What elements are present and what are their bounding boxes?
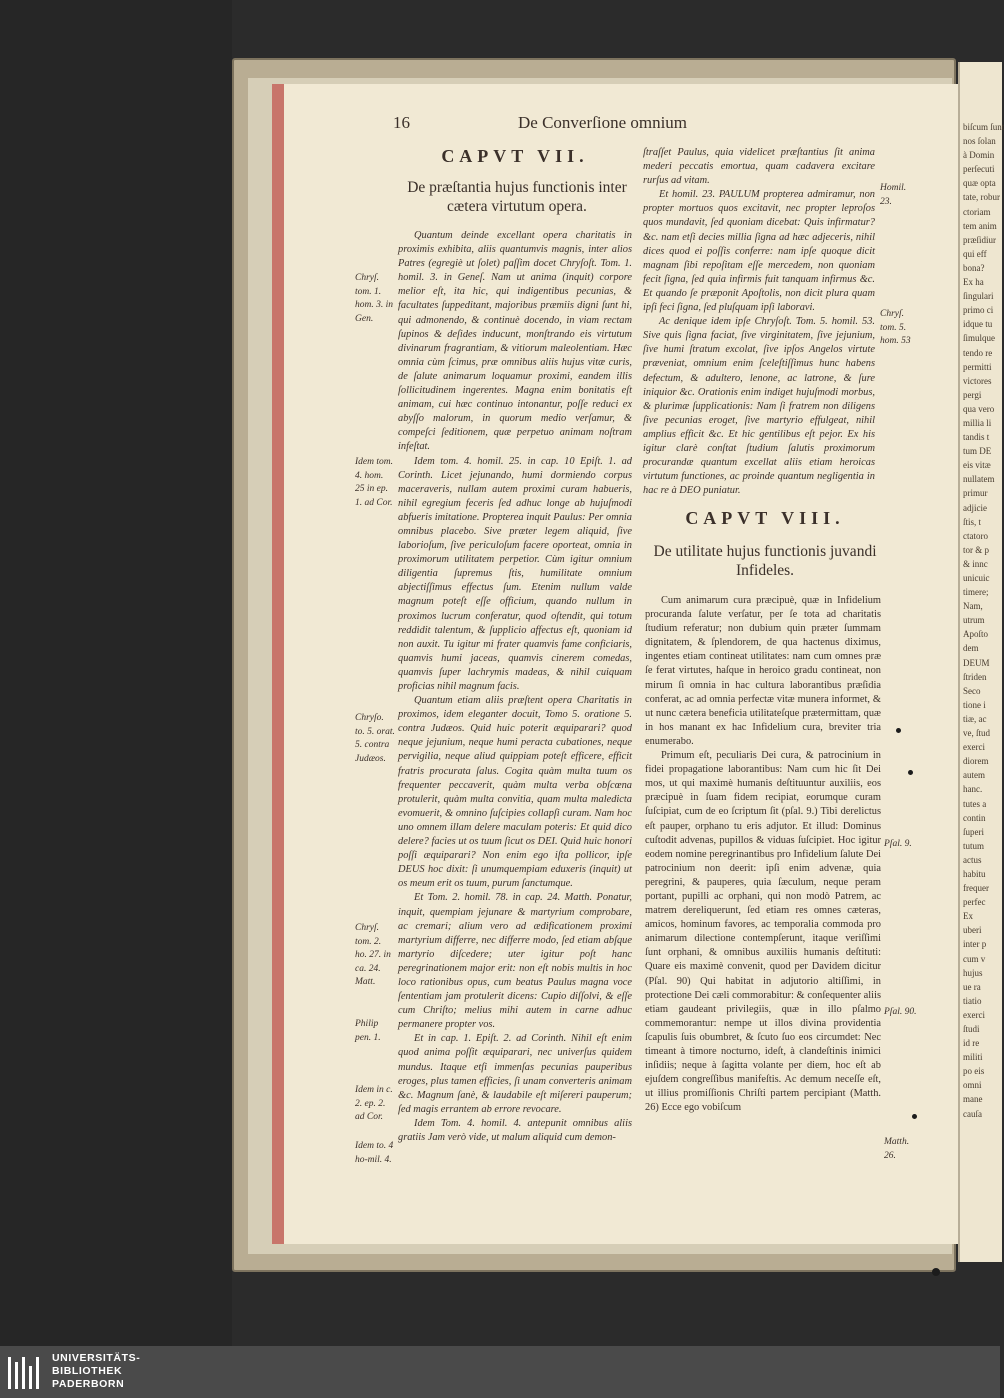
- next-page-line: eis vitæ: [963, 460, 991, 471]
- next-page-line: nos ſolan: [963, 136, 996, 147]
- next-page-line: contin: [963, 812, 986, 823]
- next-page-line: adjicie: [963, 502, 987, 513]
- chapter-7-heading: CAPVT VII.: [441, 146, 589, 166]
- next-page-line: millia li: [963, 417, 992, 428]
- next-page-line: Ex ha: [963, 277, 984, 288]
- next-page-line: tum DE: [963, 446, 992, 457]
- margin-note: Matth. 26.: [884, 1137, 910, 1161]
- next-page-line: qua vero: [963, 403, 995, 414]
- next-page-line: idque tu: [963, 319, 993, 330]
- paragraph: Et Tom. 2. homil. 78. in cap. 24. Matth. Ponatur, inquit, quempiam jejunare & martyrium comprobare, ac cremari; alium vero ad ædificationem proximi martyrium differre, nec differre modo, ſed etiam abſque martyrio diſcedere; uter igitur poſt hanc peregrinationem major erit: non eſt nobis multis in hoc loco rationibus opus, cum beatus Paulus magna voce ſententiam jam protulerit dicens: Cupio diſſolvi, & eſſe cum Chriſto; melius mihi autem in carne adhuc permanere propter vos.: [398, 892, 632, 1031]
- next-page-line: quæ opta: [963, 178, 996, 189]
- next-page-line: hujus: [963, 967, 983, 978]
- right-column-body: [643, 146, 875, 498]
- margin-note: Chryſ. tom. 5. hom. 53: [880, 309, 911, 346]
- next-page-line: hanc.: [963, 784, 983, 795]
- chapter-7-title: [392, 178, 642, 216]
- paragraph: Et in cap. 1. Epiſt. 2. ad Corinth. Nihil eſt enim quod anima poſſit æquiparari, nec univerſus quidem mundus. Itaque etſi immenſas pecunias pauperibus eroges, plus tamen efficies, ſi unam converteris animam &c. Magnum ſanè, & laudabile eſt miſereri pauperum; ſed magis errantem ab errore revocare.: [398, 1033, 632, 1115]
- margin-note: Chryſ. tom. 2. ho. 27. in ca. 24. Matt.: [355, 923, 391, 987]
- paragraph: Idem tom. 4. homil. 25. in cap. 10 Epiſt. 1. ad Corinth. Licet jejunando, humi dormiendo corpus maceraveris, nullam autem proximi curam habueris, nihil egregium feceris ſed adhuc longe ab hujuſmodi abfueris imitatione. Propterea inquit Paulus: Per omnia omnibus placebo. Sive præter legem aliquid, ſive laborioſum, ſive periculoſum facere oporteat, omnia in proximorum utilitatem perpetior. Cùm igitur omnium diligentia ſupremus ſtis, humilitate omnium abjectiſſimus effectus ſum. Etenim nullum valde magnum poteſt eſſe officium, quando nullum in proximos lucrum conferatur, quod oſtendit, qui totum reddidit talentum, & ſupplicio affectus eſt, quoniam id non auxit. Tu igitur mi frater quamvis fame conficiaris, quamvis humi jaceas, quamvis cinerem comedas, quamvis ſuper lachrymis madeas, & nihil cuiquam proficias nihil magnum facis.: [398, 455, 632, 692]
- next-page-line: tem anim: [963, 220, 997, 231]
- next-page-line: militi: [963, 1052, 983, 1063]
- next-page-line: DEUM: [963, 657, 990, 668]
- next-page-line: ſimulque: [963, 333, 995, 344]
- paragraph: Quantum etiam aliis præſtent opera Charitatis in proximos, idem eleganter docuit, Tomo 5. oratione 5. contra Judæos. Quid huic poterit æquiparari? quod neque jejunium, neque humi peracta cubationes, neque pervigilia, neque aliud quippiam poteſt efficere, efficit fratris procurata ſalus. Cogita quàm multa tuum os frequenter peccaverit, quàm multa verba obſcœna protulerit, quàm multa convitia, quam multa maledicta evomuerit, & omnino ſuſcipies collapſi curam. Nam hoc uno omnem illam delere maculam poteris: Et quid dico delere? facies ut os tuum ſicut os DEI. Quid huic honori poſſi æquiparari? Non enim ego iſta pollicor, ipſe DEUS hoc dixit: ſi unumquempiam eduxeris (inquit) ut os meum erit os tuum, purum ſanctumque.: [398, 695, 632, 890]
- margin-note: Pſal. 90.: [884, 1007, 917, 1017]
- next-page-line: ctoriam: [963, 206, 991, 217]
- next-page-line: victores: [963, 375, 992, 386]
- next-page-line: unicuic: [963, 573, 990, 583]
- next-page-line: Seco: [963, 685, 981, 696]
- binding-hole: [932, 1268, 940, 1276]
- next-page-line: timere;: [963, 587, 989, 598]
- next-page-line: dem: [963, 643, 979, 654]
- page-number: 16: [393, 113, 410, 132]
- library-footer: [0, 1346, 1000, 1398]
- next-page-line: ſtudi: [963, 1024, 980, 1034]
- chapter-8-title: [640, 542, 890, 580]
- chapter-7-body: [398, 229, 632, 1145]
- next-page-line: cauſa: [963, 1108, 982, 1119]
- next-page-line: exerci: [963, 1009, 985, 1020]
- margin-note: Chryſo. to. 5. orat. 5. contra Judæos.: [355, 713, 395, 764]
- next-page-line: exerci: [963, 742, 985, 753]
- library-name: [52, 1352, 140, 1391]
- next-page-line: perſecuti: [963, 164, 995, 175]
- paragraph: Ac denique idem ipſe Chryſoſt. Tom. 5. homil. 53. Sive quis ſigna faciat, ſive virginitatem, ſive jejunium, ſive humi ſtratum excolat, ſive ipſos Angelos virtute præveniat, omnium enim ſceleſtiſſimus hunc habens defectum, & adultero, lenone, ac latrone, & ſure iniquior &c. Orationis enim indiget hujuſmodi morbus, & plurimæ ſupplicationis: Nam ſi fratrem non diligens ſive pecunias eroget, ſive martyrio effulgeat, nihil amplius efficit &c. Et hic gentilibus eſt pejor. Ex his igitur clarè conſtat ſtudium ſalutis proximorum procurandæ quantum excellat aliis etiam heroicas virtutum functiones, ac proinde quantum negligentia in hac re à DEO puniatur.: [643, 316, 875, 497]
- chapter-7-title-line: De præſtantia hujus functionis inter: [407, 179, 627, 196]
- next-page-line: tutum: [963, 840, 985, 851]
- next-page-line: mane: [963, 1094, 983, 1105]
- margin-note: Chryſ. tom. 1. hom. 3. in Gen.: [355, 273, 393, 324]
- chapter-8-title-line: Infideles.: [735, 562, 795, 579]
- library-name-line: BIBLIOTHEK: [52, 1365, 123, 1377]
- paper-speck: [908, 770, 913, 775]
- paragraph: Primum eſt, peculiaris Dei cura, & patrocinium in fidei propagatione laborantibus: Nam cum hic ſit Dei mos, ut qui maximè humanis deſtituuntur auxiliis, eos præcipuè in ſuam fidem recipiat, eorumque curam ſuſcipiat, cum de eo ſcriptum ſit (pſal. 9.) Tibi derelictus eſt pauper, orphano tu eris adjutor. Et illud: Dominus cuſtodit advenas, pupillos & viduas ſuſcipiet. Hoc igitur eodem nomine peregrinantibus pro Infidelium ſalute Dei patrocinium non deerit: ipſi enim advenæ, quia peregrini, & pauperes, quia ſæculum, neque peram portant, pupilli ac orphani, qui non modò Patrem, ac matrem dereliquerunt, ſed etiam res omnes cæteras, amicos, hominum favores, ac temporalia commoda pro animarum dilectione contempſerunt, itaque veriſſimi ſunt orphani, & omnibus auxiliis humanis deſtituti: Quare eis maximè convenit, quod per Davidem dicitur (Pſal. 90) Qui habitat in adjutorio altiſſimi, in protectione Dei cæli commorabitur: & conſequenter aliis etiam gaudeant privilegiis, quæ in illo pſalmo commemorantur: nempe ut illos divina providentia ſcapulis ſuis obumbret, & ſcuto ſuo eos circumdet: Nec timeant à timore nocturno, ideſt, à clandeſtinis inimici inſidiis; neque à ſagitta volante per diem, hoc eſt ab ejuſdem congreſſibus manifeſtis. Ac demum neceſſe eſt, ut illius promiſſionis Chriſti partem percipiant (Matth. 26) Ecce ego vobiſcum: [645, 750, 881, 1114]
- next-page-line: tiatio: [963, 995, 982, 1006]
- paragraph: Quantum deinde excellant opera charitatis in proximis exhibita, aliis quantumvis magnis, inter alios Patres (egregiè ut ſolet) paſſim docet Chryſoſt. Tom. 1. homil. 3. in Geneſ. Nam ut anima (inquit) corpore melior eſt, ita hic, qui indigentibus pecunias, & facultates ſuppeditant, majoribus præmiis digni ſunt hi, qui admonendo, & continuè docendo, in viam rectam ſupinos & deſides inducunt, monſtrando eis virtutum divinarum fragrantiam, & vitiorum maleolentiam. Hæc omnia cùm ſcimus, præ omnibus aliis hujus vitæ curis, de ſalute animarum loquamur proximi, eandem illis ſollicitudinem ingerentes. Magna enim bonitatis eſt animam, cui hæc continuo intonantur, poſſe reduci ex abyſſo malorum, in quorum medio verſamur, & compeſci ſeditionem, quæ perpetuo animam noſtram infeſtat.: [398, 230, 632, 453]
- library-logo-icon: [6, 1354, 46, 1392]
- next-page-line: inter p: [963, 939, 987, 950]
- next-page-line: ſingulari: [963, 291, 994, 302]
- next-page-line: ſuperi: [963, 826, 984, 837]
- next-page-line: primur: [963, 488, 988, 499]
- next-page-text: [960, 62, 1002, 1121]
- next-page-line: Ex: [963, 911, 973, 922]
- next-page-line: ſtis, t: [963, 516, 982, 527]
- next-page-line: id re: [963, 1038, 980, 1049]
- margin-note: Idem to. 4 ho-mil. 4.: [355, 1141, 394, 1165]
- next-page-line: qui eff: [963, 248, 987, 259]
- margin-note: Idem tom. 4. hom. 25 in ep. 1. ad Cor.: [355, 457, 393, 508]
- next-page-line: po eis: [963, 1066, 985, 1077]
- paper-speck: [912, 1114, 917, 1119]
- library-name-line: UNIVERSITÄTS-: [52, 1352, 141, 1364]
- next-page-line: Apoſto: [963, 629, 989, 640]
- next-page-line: ve, ſtud: [963, 728, 990, 739]
- next-page-line: tiæ, ac: [963, 713, 987, 724]
- next-page-line: nullatem: [963, 474, 995, 485]
- next-page-line: tandis t: [963, 432, 990, 443]
- next-page-line: tutes a: [963, 798, 987, 809]
- book-page-right-fragment: [958, 62, 1002, 1262]
- margin-note: Idem in c. 2. ep. 2. ad Cor.: [355, 1085, 393, 1122]
- margin-note: Homil. 23.: [880, 183, 907, 207]
- paragraph: Cum animarum cura præcipuè, quæ in Infidelium procuranda ſalute verſatur, per ſe tota ad charitatis ſtudium referatur; non dubium quin præter ſummam dignitatem, & ſplendorem, de qua hactenus diximus, ingentes etiam contineat utilitates: nam cum omnes præ ſe ferat virtutes, haſque in heroico gradu contineat, non mirum ſi omnia in hac cultura laborantibus præſidia conferat, ac ad omnia perfectæ vitæ munera informet, & ut nunc cætera beneficia utilitateſque prætermittam, quæ in hos manant ex hac Infidelium cura, breviter tria enumerabo.: [645, 595, 881, 747]
- running-title: De Converſione omnium: [518, 113, 688, 132]
- next-page-line: præſidiur: [963, 234, 996, 245]
- next-page-line: tendo re: [963, 347, 993, 358]
- next-page-line: diorem: [963, 756, 989, 767]
- next-page-line: & innc: [963, 558, 988, 569]
- next-page-line: tate, robur: [963, 192, 1000, 203]
- chapter-8-title-line: De utilitate hujus functionis juvandi: [653, 543, 877, 560]
- next-page-line: ſtriden: [963, 671, 987, 682]
- paper-speck: [896, 728, 901, 733]
- paragraph: Idem Tom. 4. homil. 4. antepunit omnibus aliis gratiis Jam verò vide, ut malum aliquid cum demon-: [398, 1117, 632, 1143]
- continuation-text: ſtraſſet Paulus, quia videlicet præſtantius ſit anima mederi peccatis emortua, quam cadavera excitare rurſus ad vitam.: [643, 147, 875, 187]
- library-name-line: PADERBORN: [52, 1378, 125, 1390]
- chapter-8-heading: CAPVT VIII.: [685, 508, 845, 528]
- next-page-line: cum v: [963, 953, 986, 964]
- next-page-line: primo ci: [963, 305, 994, 316]
- next-page-line: utrum: [963, 615, 985, 626]
- next-page-line: omni: [963, 1080, 982, 1091]
- next-page-line: autem: [963, 770, 985, 781]
- paragraph: Et homil. 23. PAULUM propterea admiramur, non propter mortuos quos excitavit, nec propter leproſos quos mundavit, ſed quoniam dicebat: Quis infirmatur? &c. nam etſi decies millia ſigna ad hæc adjeceris, nihil dices quod ei poſſis conferre: nam ipſe quoque dicit magnam ſibi repoſitam eſſe mercedem, non quoniam fecit ſigna, ſed quia infirmis fuit tanquam infirmus &c. Et quando ſe præponit Apoſtolis, non dicit plura quam ipſi feci ſigna, ſed pluſquam ipſi laboravi.: [643, 189, 875, 314]
- next-page-line: tor & p: [963, 544, 989, 555]
- chapter-7-title-line: cætera virtutum opera.: [447, 198, 587, 215]
- next-page-line: biſcum ſunt: [963, 122, 1004, 132]
- next-page-line: bona?: [963, 262, 985, 273]
- next-page-line: perfec: [963, 897, 986, 908]
- dark-background: [0, 0, 232, 1346]
- next-page-line: actus: [963, 854, 982, 865]
- next-page-line: frequer: [963, 883, 989, 894]
- chapter-8-body: [645, 594, 881, 1115]
- next-page-line: habitu: [963, 868, 986, 879]
- next-page-line: pergi: [963, 389, 982, 400]
- next-page-line: uberi: [963, 925, 982, 936]
- margin-note: Pſal. 9.: [884, 839, 912, 849]
- next-page-line: tione i: [963, 699, 986, 710]
- margin-note: Philip pen. 1.: [355, 1019, 381, 1043]
- next-page-line: à Domin: [963, 150, 995, 161]
- next-page-line: ctatoro: [963, 530, 988, 541]
- next-page-line: ue ra: [963, 981, 981, 992]
- next-page-line: permitti: [963, 361, 992, 372]
- next-page-line: Nam,: [963, 601, 983, 612]
